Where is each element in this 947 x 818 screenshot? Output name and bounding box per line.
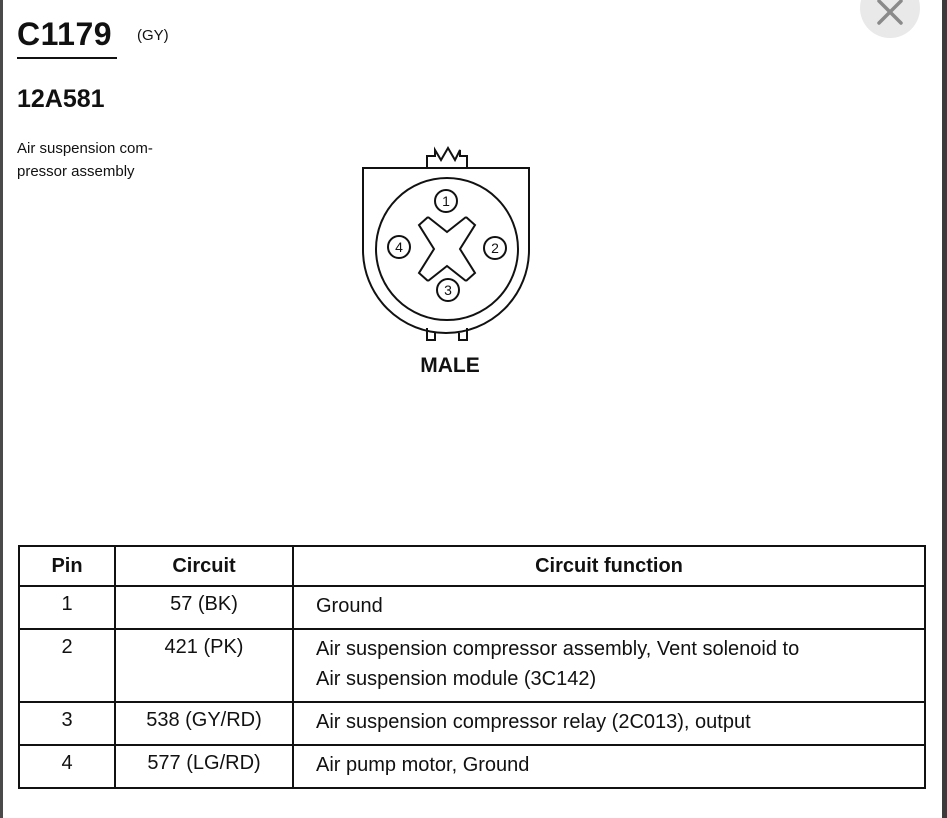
connector-key <box>419 217 475 281</box>
close-button[interactable] <box>860 0 920 38</box>
table-row <box>19 745 925 788</box>
function-line: Ground <box>316 595 383 617</box>
function-column-header: Circuit function <box>293 546 925 586</box>
function-cell <box>293 745 925 788</box>
function-cell <box>293 586 925 629</box>
connector-id-underline <box>17 57 117 59</box>
circuit-column-header: Circuit <box>115 546 293 586</box>
pin-cell: 3 <box>19 702 115 745</box>
connector-id: C1179 <box>17 16 113 52</box>
pin-cell: 1 <box>19 586 115 629</box>
connector-description <box>17 137 192 183</box>
pin-cell: 2 <box>19 629 115 702</box>
connector-gender: MALE <box>420 354 480 377</box>
description-line: pressor assembly <box>17 163 135 180</box>
function-line: Air suspension module (3C142) <box>316 668 597 690</box>
circuit-cell: 57 (BK) <box>115 586 293 629</box>
window-left-border <box>0 0 3 818</box>
function-line: Air pump motor, Ground <box>316 754 530 776</box>
table-row <box>19 586 925 629</box>
pin-label: 3 <box>444 282 452 298</box>
part-number: 12A581 <box>17 85 105 113</box>
function-line: Air suspension compressor relay (2C013), output <box>316 711 751 733</box>
table-header-row <box>19 546 925 586</box>
pin-label: 1 <box>442 193 450 209</box>
pin-column-header: Pin <box>19 546 115 586</box>
pin-label: 4 <box>395 239 403 255</box>
pin-cell: 4 <box>19 745 115 788</box>
function-cell <box>293 629 925 702</box>
connector-face-diagram <box>355 140 545 350</box>
close-icon <box>876 0 904 26</box>
function-cell <box>293 702 925 745</box>
table-row <box>19 629 925 702</box>
circuit-cell: 577 (LG/RD) <box>115 745 293 788</box>
function-line: Air suspension compressor assembly, Vent solenoid to <box>316 638 800 660</box>
description-line: Air suspension com- <box>17 140 153 157</box>
circuit-cell: 538 (GY/RD) <box>115 702 293 745</box>
circuit-cell: 421 (PK) <box>115 629 293 702</box>
window-right-border <box>942 0 947 818</box>
connector-color: (GY) <box>137 27 169 44</box>
pinout-table <box>18 545 926 789</box>
table-row <box>19 702 925 745</box>
pin-label: 2 <box>491 240 499 256</box>
